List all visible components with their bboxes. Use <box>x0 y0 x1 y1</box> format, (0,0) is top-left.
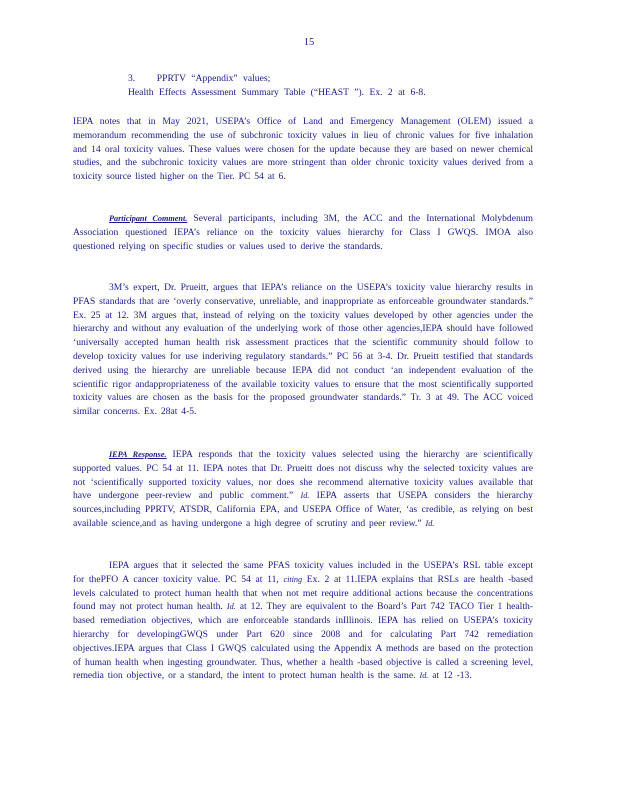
paragraph-text-a: IEPA responds that the toxicity values selected using the hierarchy are scientifically supported values. PC 54 at 11. IEPA notes that Dr. Prueitt does not discuss why the selected toxicity values are not ‘scientifically supported toxicity values, nor does she recommend alternative toxicity values available that have undergone peer-review and public comment.” <box>73 449 533 502</box>
citation-id: Id. <box>226 602 236 612</box>
paragraph-text: 3M’s expert, Dr. Prueitt, argues that IEPA’s reliance on the USEPA’s toxicity value hierarchy results in PFAS standards that are ‘overly conservative, unreliable, and inappropriate as enforceable groundwater standards.” Ex. 25 at 12. 3M argues that, instead of relying on the toxicity values developed by other agencies under the hierarchy and without any evaluation of the underlying work of those other agencies,IEPA should have followed ‘universally accepted human health risk assessment practices that the scientific community should follow to develop toxicity values for use inderiving regulatory standards.” PC 56 at 3-4. Dr. Prueitt testified that standards derived using the hierarchy are unreliable because IEPA did not conduct ‘an independent evaluation of the scientific rigor andappropriateness of the available toxicity values to ensure that the most scientifically supported toxicity values are chosen as the basis for the proposed groundwater standards.” Tr. 3 at 49. The ACC voiced similar concerns. Ex. 28at 4-5. <box>73 282 533 418</box>
citation-id: Id. <box>425 518 435 528</box>
paragraph-olem-memorandum <box>73 115 533 184</box>
list-line-1 <box>128 72 528 86</box>
paragraph-text-b: IEPA asserts that USEPA considers the hierarchy sources,including PPRTV, ATSDR, California EPA, and USEPA Office of Water, ‘as credible, as relying on best available science,and as having undergone a high degree of scrutiny and peer review.” <box>73 490 533 529</box>
citation-citing: citing <box>283 574 303 584</box>
paragraph-rsl-table <box>73 559 533 683</box>
participant-comment-heading: Participant Comment. <box>109 214 188 223</box>
paragraph-text-d: at 12 -13. <box>432 670 472 682</box>
citation-id: Id. <box>419 671 429 681</box>
list-item-number: 3. <box>128 73 136 84</box>
list-line-2: Health Effects Assessment Summary Table (“HEAST ”). Ex. 2 at 6-8. <box>128 86 426 98</box>
paragraph-text: Several participants, including 3M, the ACC and the International Molybdenum Association questioned IEPA’s reliance on the toxicity values hierarchy for Class I GWQS. IMOA also questioned relying on specific studies or values used to derive the standards. <box>73 213 534 252</box>
paragraph-prueitt-argument <box>73 281 533 419</box>
page-number: 15 <box>303 37 315 48</box>
paragraph-participant-comment <box>73 212 533 253</box>
paragraph-text-a: IEPA argues that it selected the same PFAS toxicity values included in the USEPA’s RSL table except for thePFO A cancer toxicity value. PC 54 at 11, <box>73 560 533 585</box>
list-item-text: PPRTV “Appendix” values; <box>156 73 271 84</box>
paragraph-text-c: at 12. They are equivalent to the Board’s Part 742 TACO Tier 1 health- based remediation objectives, which are enforceable standards inIllinois. IEPA has relied on USEPA’s toxicity hierarchy for developingGWQS under Part 620 since 2008 and for calculating Part 742 remediation objectives.IEPA argues that Class I GWQS calculated using the Appendix A methods are based on the protection of human health when ingesting groundwater. Thus, whether a health -based objective is called a screening level, remedia tion objective, or a standard, the intent to protect human health is the same. <box>73 601 533 682</box>
iepa-response-heading: IEPA Response. <box>109 450 167 459</box>
paragraph-text-b: Ex. 2 at 11.IEPA explains that RSLs are health -based levels calculated to protect human health that when not met require additional actions because the concentrations found may not protect human health. <box>73 573 533 613</box>
paragraph-iepa-response <box>73 448 533 531</box>
citation-id: Id. <box>300 491 310 501</box>
hierarchy-list-item <box>128 72 528 100</box>
paragraph-text: IEPA notes that in May 2021, USEPA’s Office of Land and Emergency Management (OLEM) issued a memorandum recommending the use of subchronic toxicity values in lieu of chronic values for five inhalation and 14 oral toxicity values. These values were chosen for the update because they are based on newer chemical studies, and the subchronic toxicity values are more stringent than older chronic toxicity values derived from a toxicity source listed higher on the Tier. PC 54 at 6. <box>73 116 533 183</box>
